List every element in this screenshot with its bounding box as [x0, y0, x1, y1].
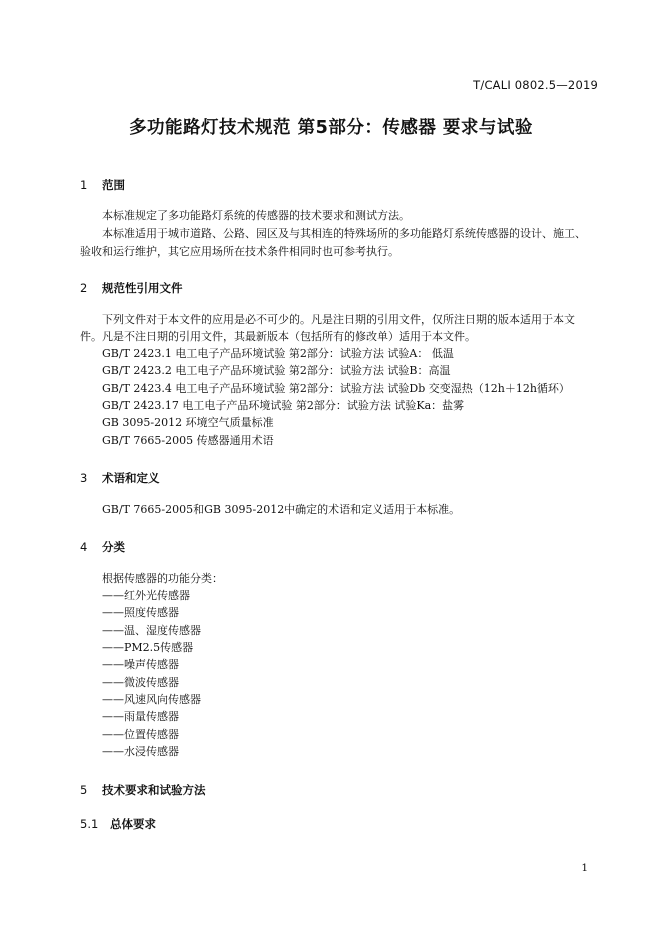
list-item: ——照度传感器: [102, 606, 179, 619]
list-item: ——位置传感器: [102, 728, 179, 741]
list-item: ——雨量传感器: [102, 710, 179, 723]
subsection-5-1-heading: [80, 816, 156, 832]
reference-item: GB/T 2423.1 电工电子产品环境试验 第2部分：试验方法 试验A： 低温: [102, 347, 454, 360]
paragraph: 本标准适用于城市道路、公路、园区及与其相连的特殊场所的多功能路灯系统传感器的设计、施工、: [102, 227, 586, 240]
list-item: ——温、湿度传感器: [102, 624, 201, 637]
list-item: ——水浸传感器: [102, 745, 179, 758]
section-title: 分类: [102, 540, 125, 554]
paragraph: 本标准规定了多功能路灯系统的传感器的技术要求和测试方法。: [102, 209, 410, 222]
list-item: ——红外光传感器: [102, 589, 190, 602]
reference-item: GB 3095-2012 环境空气质量标准: [102, 416, 274, 429]
reference-item: GB/T 2423.2 电工电子产品环境试验 第2部分：试验方法 试验B：高温: [102, 364, 451, 377]
section-number: 1: [80, 178, 88, 192]
section-title: 术语和定义: [102, 471, 160, 485]
section-title: 范围: [102, 178, 125, 192]
reference-item: GB/T 2423.4 电工电子产品环境试验 第2部分：试验方法 试验Db 交变湿热（12h＋12h循环）: [102, 382, 570, 395]
section-4-heading: [80, 539, 125, 555]
reference-item: GB/T 2423.17 电工电子产品环境试验 第2部分：试验方法 试验Ka：盐雾: [102, 399, 465, 412]
section-title: 总体要求: [110, 817, 156, 831]
paragraph: 根据传感器的功能分类：: [102, 572, 223, 585]
paragraph-continuation: 验收和运行维护，其它应用场所在技术条件相同时也可参考执行。: [80, 245, 399, 258]
section-number: 2: [80, 281, 88, 295]
section-2-heading: [80, 280, 183, 296]
document-id: T/CALI 0802.5—2019: [473, 78, 598, 92]
list-item: ——风速风向传感器: [102, 693, 201, 706]
list-item: ——微波传感器: [102, 676, 179, 689]
section-3-heading: [80, 470, 160, 486]
section-number: 5: [80, 783, 88, 797]
page-title: 多功能路灯技术规范 第5部分：传感器 要求与试验: [129, 118, 533, 138]
paragraph: GB/T 7665-2005和GB 3095-2012中确定的术语和定义适用于本标准。: [102, 503, 461, 516]
paragraph-continuation: 件。凡是不注日期的引用文件，其最新版本（包括所有的修改单）适用于本文件。: [80, 330, 476, 343]
reference-item: GB/T 7665-2005 传感器通用术语: [102, 434, 274, 447]
page-number: 1: [581, 862, 588, 874]
section-title: 技术要求和试验方法: [102, 783, 206, 797]
list-item: ——噪声传感器: [102, 658, 179, 671]
section-1-heading: [80, 177, 125, 193]
section-5-heading: [80, 782, 206, 798]
section-number: 4: [80, 540, 88, 554]
section-title: 规范性引用文件: [102, 281, 183, 295]
section-number: 5.1: [80, 817, 99, 831]
paragraph: 下列文件对于本文件的应用是必不可少的。凡是注日期的引用文件，仅所注日期的版本适用于本文: [102, 313, 575, 326]
list-item: ——PM2.5传感器: [102, 641, 194, 654]
section-number: 3: [80, 471, 88, 485]
